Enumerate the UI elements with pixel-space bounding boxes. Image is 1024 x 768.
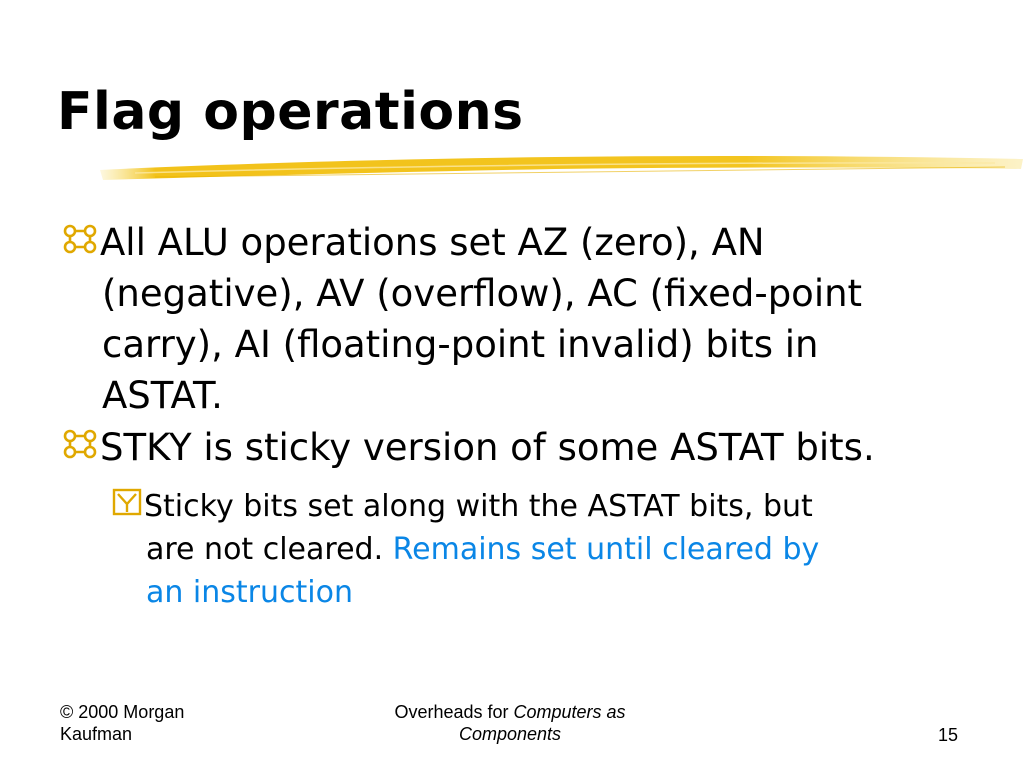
title-underline-brushstroke [95,150,1024,190]
sub-bullet-line [112,485,962,528]
z-mark-icon [62,428,98,460]
footer-prefix: Overheads for [394,702,514,722]
slide-title: Flag operations [57,82,524,142]
sub-bullet-text: are not cleared. [146,532,393,567]
footer-book-title [340,701,680,745]
sub-bullet-sticky-bits [112,485,962,614]
bullet-alu-flags [62,217,962,421]
bullet-line [62,217,962,268]
highlight-text: Remains set until cleared by [392,532,820,567]
page-number: 15 [937,725,958,745]
copyright-line: Kaufman [60,724,133,744]
sub-bullet-line [112,528,962,571]
sub-bullet-text: Sticky bits set along with the ASTAT bits, but [144,489,813,524]
bullet-stky [62,422,1002,473]
book-title-line: Computers as [513,702,626,722]
bullet-text: carry), AI (floating-point invalid) bits in [102,323,819,366]
copyright-line: © 2000 Morgan [60,702,185,722]
highlight-text: an instruction [146,575,353,610]
footer-copyright [60,701,230,745]
bullet-text: ASTAT. [102,374,223,417]
bullet-text: (negative), AV (overflow), AC (fixed-point [102,272,863,315]
book-title-line: Components [458,724,562,744]
bullet-text: STKY is sticky version of some ASTAT bits. [100,426,875,469]
z-mark-icon [62,223,98,255]
y-checkbox-icon [112,488,142,516]
bullet-text: All ALU operations set AZ (zero), AN [100,221,765,264]
